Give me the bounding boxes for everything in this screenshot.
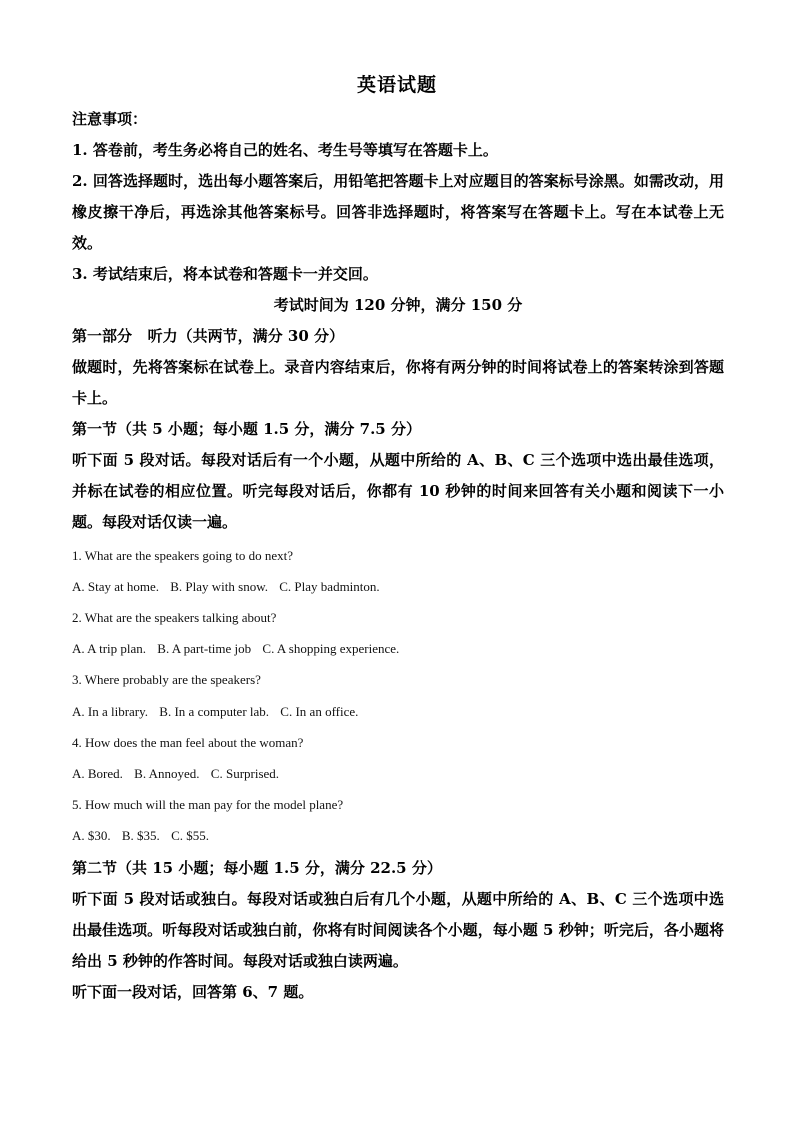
- question-3: 3. Where probably are the speakers?: [72, 672, 261, 687]
- section2-next-instruction: 听下面一段对话，回答第 6、7 题。: [72, 983, 314, 1001]
- section1-heading: 第一节（共 5 小题；每小题 1.5 分，满分 7.5 分）: [72, 420, 421, 438]
- option-a: A. A trip plan.: [72, 641, 147, 656]
- question-2: 2. What are the speakers talking about?: [72, 610, 277, 625]
- question-5-options: [72, 827, 724, 845]
- option-b: B. Annoyed.: [134, 766, 200, 781]
- option-a: A. In a library.: [72, 704, 149, 719]
- section2-heading: 第二节（共 15 小题；每小题 1.5 分，满分 22.5 分）: [72, 859, 442, 877]
- question-4-options: [72, 765, 724, 783]
- page-title: 英语试题: [356, 74, 437, 96]
- question-1: 1. What are the speakers going to do next?: [72, 548, 294, 563]
- option-c: C. Surprised.: [210, 766, 280, 781]
- question-5: 5. How much will the man pay for the model plane?: [72, 797, 344, 812]
- notice-item-2: 2. 回答选择题时，选出每小题答案后，用铅笔把答题卡上对应题目的答案标号涂黑。如需改动，用橡皮擦干净后，再选涂其他答案标号。回答非选择题时，将答案写在答题卡上。写在本试卷上无效。: [72, 172, 724, 252]
- part1-heading: 第一部分 听力（共两节，满分 30 分）: [72, 327, 344, 345]
- question-4: 4. How does the man feel about the woman?: [72, 735, 304, 750]
- option-c: C. Play badminton.: [279, 579, 380, 594]
- question-3-options: [72, 703, 724, 721]
- option-b: B. $35.: [121, 828, 160, 843]
- notice-item-3: 3. 考试结束后，将本试卷和答题卡一并交回。: [72, 265, 378, 283]
- notice-heading: 注意事项：: [72, 110, 148, 128]
- section2-intro: 听下面 5 段对话或独白。每段对话或独白后有几个小题，从题中所给的 A、B、C 三个选项中选出最佳选项。听每段对话或独白前，你将有时间阅读各个小题，每小题 5 秒钟；听完后，各小题将给出 5 秒钟的作答时间。每段对话或独白读两遍。: [72, 890, 724, 970]
- option-a: A. Stay at home.: [72, 579, 160, 594]
- question-2-options: [72, 640, 724, 658]
- option-c: C. $55.: [171, 828, 209, 843]
- question-1-options: [72, 578, 724, 596]
- option-c: C. In an office.: [280, 704, 359, 719]
- option-c: C. A shopping experience.: [262, 641, 400, 656]
- part1-intro: 做题时，先将答案标在试卷上。录音内容结束后，你将有两分钟的时间将试卷上的答案转涂到答题卡上。: [72, 358, 724, 407]
- exam-info: 考试时间为 120 分钟，满分 150 分: [273, 296, 523, 314]
- option-b: B. In a computer lab.: [159, 704, 270, 719]
- notice-item-1: 1. 答卷前，考生务必将自己的姓名、考生号等填写在答题卡上。: [72, 141, 498, 159]
- option-a: A. Bored.: [72, 766, 123, 781]
- option-b: B. A part-time job: [157, 641, 252, 656]
- option-b: B. Play with snow.: [170, 579, 269, 594]
- option-a: A. $30.: [72, 828, 111, 843]
- section1-intro: 听下面 5 段对话。每段对话后有一个小题，从题中所给的 A、B、C 三个选项中选出最佳选项，并标在试卷的相应位置。听完每段对话后，你都有 10 秒钟的时间来回答有关小题和阅读下一小题。每段对话仅读一遍。: [72, 451, 724, 531]
